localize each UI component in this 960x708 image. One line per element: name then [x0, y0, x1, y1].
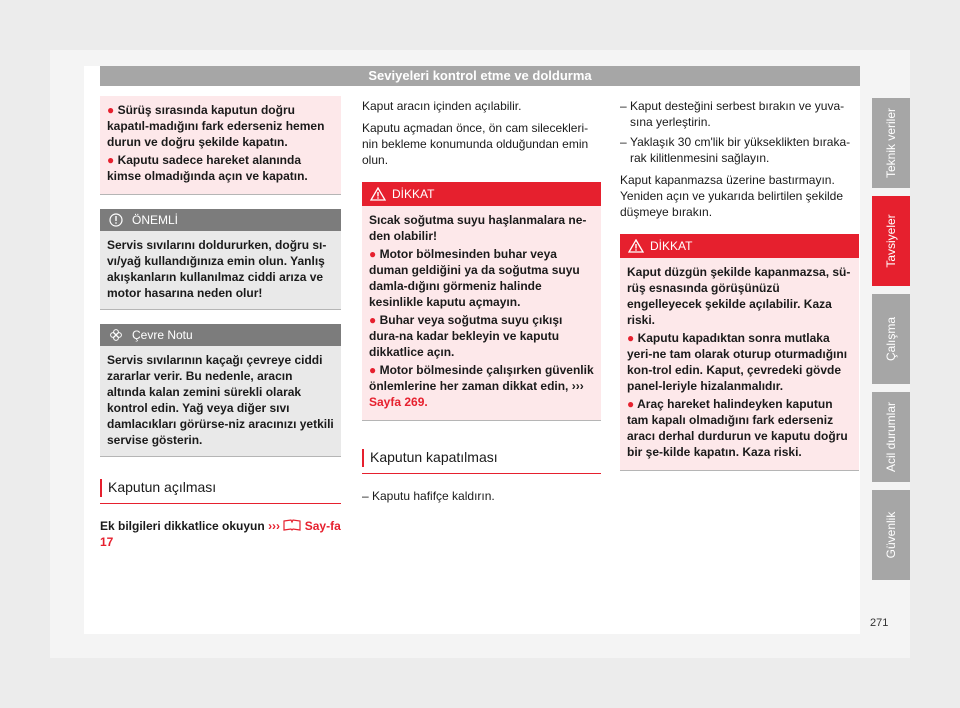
paragraph: Kaput aracın içinden açılabilir. — [362, 99, 522, 113]
tab-label: Teknik veriler — [884, 107, 898, 179]
warning-header — [362, 182, 601, 206]
warning-item: ● Buhar veya soğutma suyu çıkışı dura-na kadar bekleyin ve kaputu dikkatlice açın. — [369, 313, 563, 359]
tab-acil-durumlar[interactable] — [872, 392, 910, 482]
warning-header — [620, 234, 859, 258]
section-heading-closing: Kaputun kapatılması — [362, 449, 601, 474]
warning-item: ● Kaputu kapadıktan sonra mutlaka yeri-ne tam olarak oturup oturmadığını kon-trol edin. Kaput, çevredeki gövde panel-leriyle hizalanmalıdır. — [627, 331, 848, 393]
column-left — [100, 96, 341, 550]
page-link[interactable]: Sayfa 269. — [369, 395, 428, 409]
column-right — [620, 98, 859, 471]
tab-calisma[interactable] — [872, 294, 910, 384]
warning-triangle-icon — [370, 187, 386, 201]
notice-header — [100, 209, 341, 231]
paragraph: Kaput kapanmazsa üzerine bastırmayın. Yeniden açın ve yukarıda belirtilen şekilde düşmeye bırakın. — [620, 173, 844, 219]
warning-item: ● Araç hareket halindeyken kaputun tam kapalı olmadığını fark ederseniz aracı derhal durdurun ve kaputu doğru bir şe-kilde kapatın. Kaza riski. — [627, 397, 848, 459]
warning-item: ● Sürüş sırasında kaputun doğru kapatıl-madığını fark ederseniz hemen durun ve doğru şekilde kapatın. — [107, 103, 325, 149]
step-item: – Yaklaşık 30 cm'lik bir yükseklikten bıraka-rak kilitlenmesini sağlayın. — [620, 134, 859, 166]
warning-body — [620, 258, 859, 470]
warning-item: ● Motor bölmesinde çalışırken güvenlik önlemlerine her zaman dikkat edin, ››› Sayfa 269. — [369, 363, 594, 409]
warning-intro: Kaput düzgün şekilde kapanmazsa, sü-rüş esnasında görüşünüzü engelleyecek şekilde açılabilir. Kaza riski. — [627, 265, 851, 327]
environment-note-text: Servis sıvılarının kaçağı çevreye ciddi zararlar verir. Bu nedenle, aracın altında kalan zemini sürekli olarak kontrol edin. Yağ veya diğer sıvı damlacıkları görürse-niz aracınızı yetkili servise gösterin. — [107, 353, 334, 447]
warning-item: ● Kaputu sadece hareket alanında kimse olmadığında açın ve kapatın. — [107, 153, 308, 183]
notice-title: ÖNEMLİ — [132, 213, 179, 227]
warning-title: DİKKAT — [392, 187, 435, 201]
reference-arrow: ››› — [268, 519, 281, 533]
tab-label: Çalışma — [884, 316, 898, 362]
tab-label: Acil durumlar — [884, 401, 898, 473]
section-heading-opening: Kaputun açılması — [100, 479, 341, 504]
warning-continuation — [100, 96, 341, 195]
info-circle-icon — [109, 213, 123, 227]
environment-note-box — [100, 324, 341, 457]
warning-box — [620, 234, 859, 471]
column-middle — [362, 98, 601, 504]
tab-label: Tavsiyeler — [884, 214, 898, 268]
notice-box — [100, 209, 341, 310]
tab-tavsiyeler[interactable] — [872, 196, 910, 286]
paragraph: Kaputu açmadan önce, ön cam silecekleri-nin bekleme konumunda olduğundan emin olun. — [362, 121, 589, 167]
flower-icon — [109, 328, 123, 342]
reference-page-link[interactable]: Say-fa 17 — [100, 519, 341, 549]
notice-text: Servis sıvılarını doldururken, doğru sı-vı/yağ kullandığınıza emin olun. Yanlış akışkanların kullanılmaz ciddi arıza ve motor hasarına neden olur! — [107, 238, 327, 300]
warning-title: DİKKAT — [650, 239, 693, 253]
environment-note-header — [100, 324, 341, 346]
step-item: – Kaputu hafifçe kaldırın. — [362, 488, 601, 504]
chapter-header: Seviyeleri kontrol etme ve doldurma — [100, 66, 860, 86]
tab-label: Güvenlik — [884, 511, 898, 559]
warning-triangle-icon — [628, 239, 644, 253]
step-item: – Kaput desteğini serbest bırakın ve yuva-sına yerleştirin. — [620, 98, 859, 130]
reference-text: Ek bilgileri dikkatlice okuyun ››› Say-fa 17 — [100, 519, 341, 549]
book-icon — [283, 519, 301, 531]
warning-body — [362, 206, 601, 420]
warning-item: ● Motor bölmesinden buhar veya duman geldiğini ya da soğutma suyu damla-dığını görmeniz halinde kesinlikle kaputu açmayın. — [369, 247, 580, 309]
tab-teknik-veriler[interactable] — [872, 98, 910, 188]
tab-guvenlik[interactable] — [872, 490, 910, 580]
warning-intro: Sıcak soğutma suyu haşlanmalara ne-den olabilir! — [369, 213, 587, 243]
warning-box — [362, 182, 601, 421]
page-number: 271 — [870, 617, 889, 629]
environment-note-title: Çevre Notu — [132, 328, 193, 342]
